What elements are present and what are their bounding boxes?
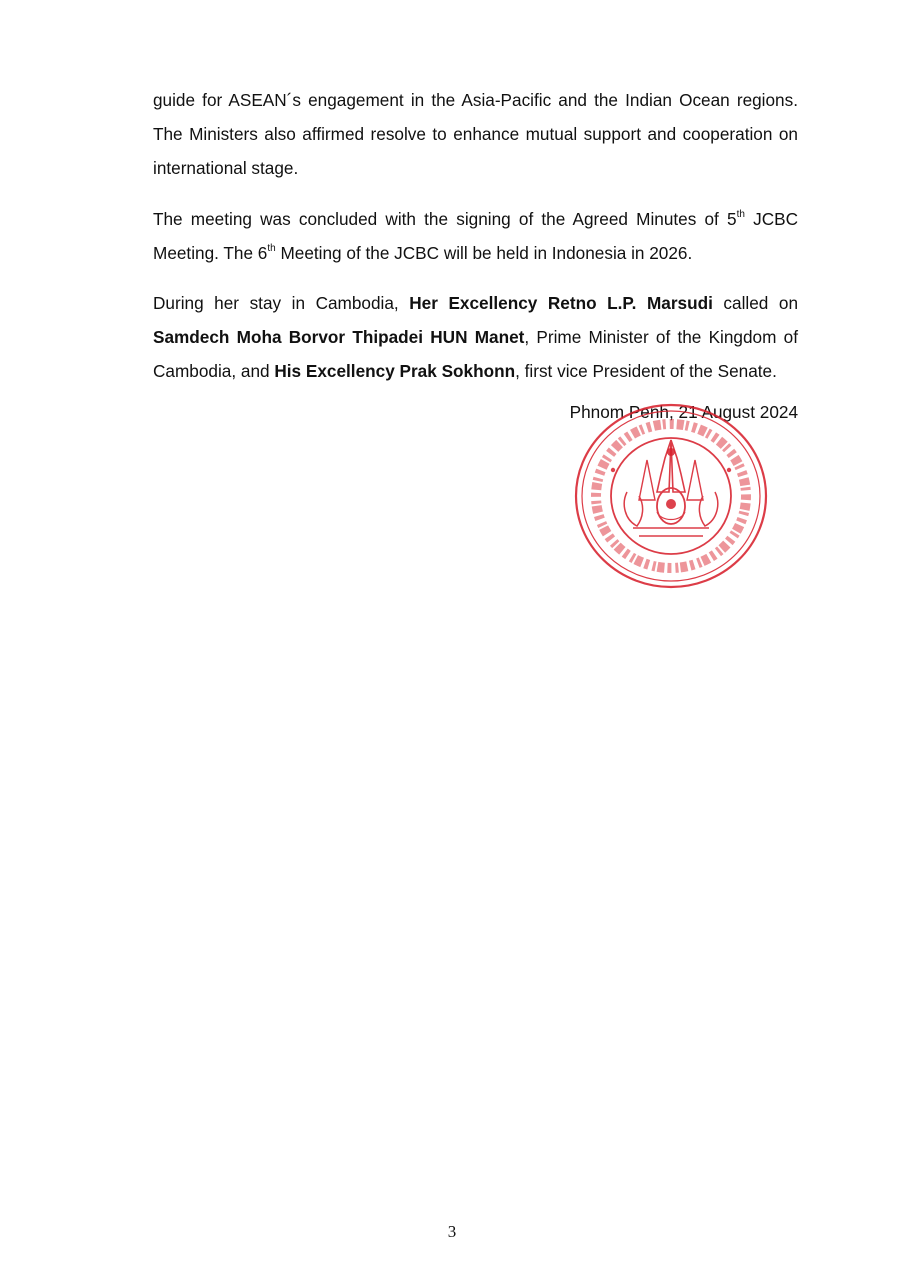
- paragraph-text-part2: JCBC Meeting. The 6: [153, 209, 798, 263]
- paragraph-asean-engagement: [153, 83, 798, 185]
- paragraph-text-part1: During her stay in Cambodia,: [153, 293, 410, 313]
- paragraph-text-part3: , Prime Minister of the Kingdom of Cambodia, and: [153, 327, 798, 381]
- paragraph-text-part4: , first vice President of the Senate.: [515, 361, 777, 381]
- place-and-date: Phnom Penh, 21 August 2024: [569, 402, 798, 422]
- paragraph-courtesy-calls: [153, 286, 798, 388]
- paragraph-text-part3: Meeting of the JCBC will be held in Indonesia in 2026.: [275, 243, 693, 263]
- official-seal-icon: [573, 400, 769, 590]
- ordinal-suffix: th: [736, 209, 745, 220]
- dignitary-name: Samdech Moha Borvor Thipadei HUN Manet: [153, 327, 525, 347]
- dignitary-name: His Excellency Prak Sokhonn: [274, 361, 516, 381]
- paragraph-text-part1: The meeting was concluded with the signing of the Agreed Minutes of 5: [153, 209, 737, 229]
- dignitary-name: Her Excellency Retno L.P. Marsudi: [409, 293, 713, 313]
- page-number: 3: [447, 1222, 457, 1241]
- ordinal-suffix: th: [267, 243, 276, 254]
- paragraph-text: guide for ASEAN´s engagement in the Asia-Pacific and the Indian Ocean regions. The Ministers also affirmed resolve to enhance mutual support and cooperation on international stage.: [153, 90, 798, 178]
- paragraph-text-part2: called on: [712, 293, 799, 313]
- paragraph-meeting-conclusion: [153, 202, 798, 270]
